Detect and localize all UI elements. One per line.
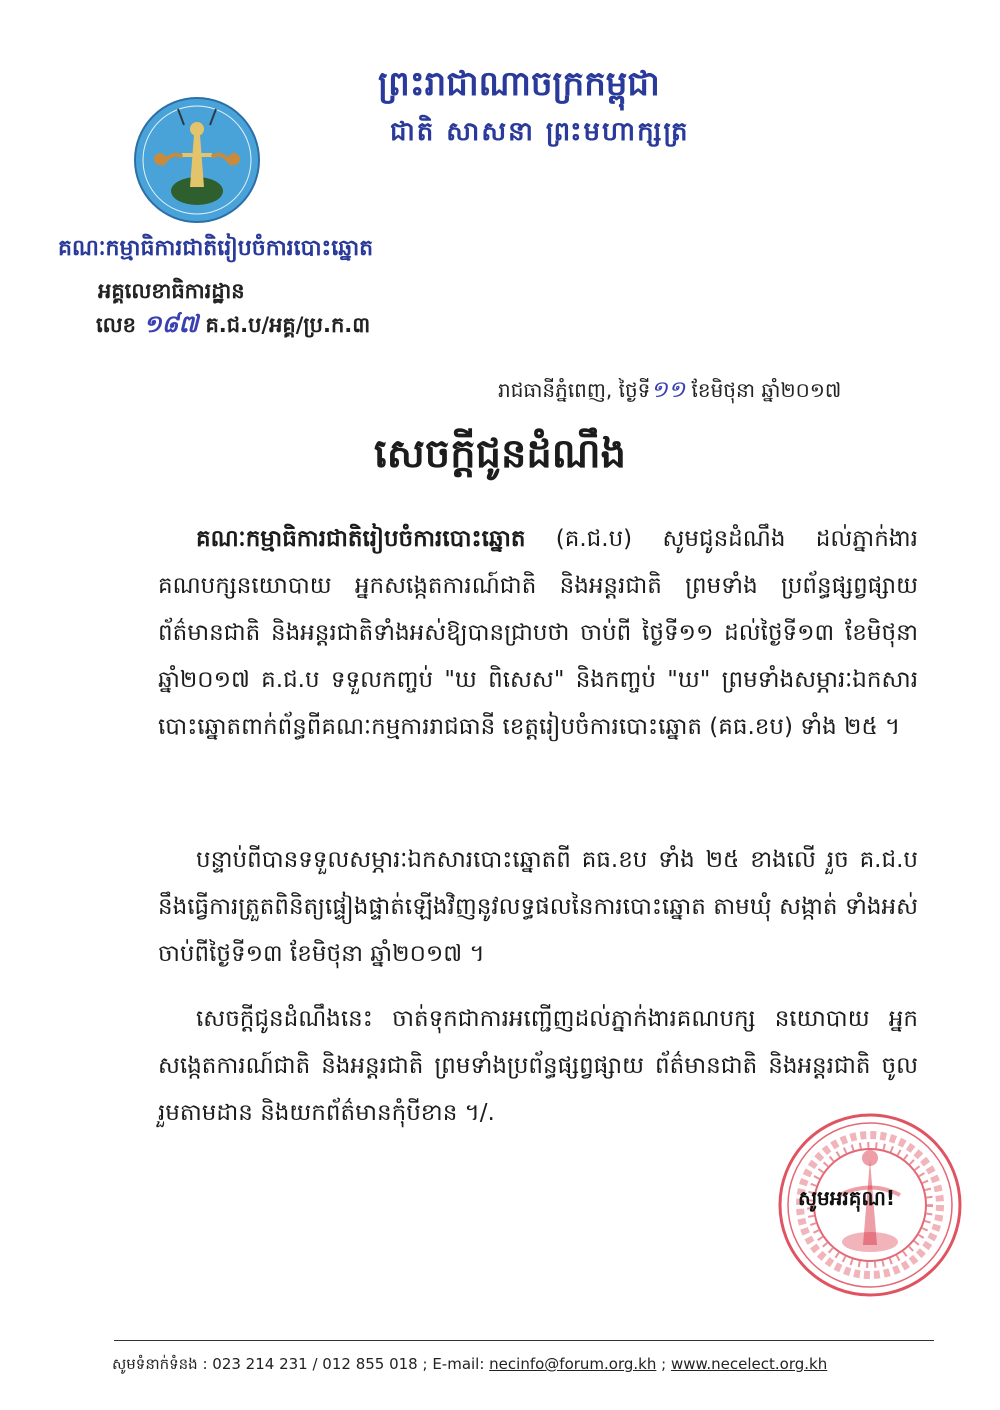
date-suffix: ខែមិថុនា ឆ្នាំ២០១៧: [685, 378, 842, 402]
notice-title: សេចក្តីជូនដំណឹង: [374, 431, 626, 477]
date-line: [498, 376, 841, 409]
reference-number: [96, 309, 370, 344]
department-name: អគ្គលេខាធិការដ្ឋាន: [98, 279, 245, 303]
paragraph-1-text: (គ.ជ.ប) សូមជូនដំណឹង ដល់ភ្នាក់ងារគណបក្សនយោបាយ អ្នកសង្កេតការណ៍ជាតិ និងអន្តរជាតិ ព្រមទាំង ប្រព័ន្ធផ្សព្វផ្សាយព័ត៌មានជាតិ និងអន្តរជាតិទាំងអស់ឱ្យបានជ្រាបថា ចាប់ពី ថ្ងៃទី១១ ដល់ថ្ងៃទី១៣ ខែមិថុនា ឆ្នាំ២០១៧ គ.ជ.ប ទទួលកញ្ចប់ "ឃ ពិសេស" និងកញ្ចប់ "ឃ" ព្រមទាំងសម្ភារៈឯកសារបោះឆ្នោតពាក់ព័ន្ធពីគណៈកម្មការរាជធានី ខេត្តរៀបចំការបោះឆ្នោត (គធ.ខប) ទាំង ២៥ ។: [158, 526, 918, 740]
email-link[interactable]: necinfo@forum.org.kh: [489, 1355, 657, 1373]
national-motto: ជាតិ សាសនា ព្រះមហាក្សត្រ: [390, 117, 690, 147]
apsara-logo-icon: [132, 95, 262, 225]
footer-contact: [112, 1355, 827, 1377]
paragraph-2-text: បន្ទាប់ពីបានទទួលសម្ភារៈឯកសារបោះឆ្នោតពី គធ.ខប ទាំង ២៥ ខាងលើ រួច គ.ជ.ប នឹងធ្វើការត្រួតពិនិត្យផ្ទៀងផ្ទាត់ឡើងវិញនូវលទ្ធផលនៃការបោះឆ្នោត តាមឃុំ សង្កាត់ ទាំងអស់ ចាប់ពីថ្ងៃទី១៣ ខែមិថុនា ឆ្នាំ២០១៧ ។: [158, 847, 918, 967]
footer-separator: ;: [656, 1355, 671, 1373]
kingdom-heading: ព្រះរាជាណាចក្រកម្ពុជា: [378, 64, 660, 104]
committee-name-bold: គណៈកម្មាធិការជាតិរៀបចំការបោះឆ្នោត: [196, 526, 526, 552]
website-link[interactable]: www.necelect.org.kh: [670, 1355, 828, 1373]
body-paragraph-2: [158, 837, 918, 978]
paragraph-3-text: សេចក្តីជូនដំណឹងនេះ ចាត់ទុកជាការអញ្ជើញដល់ភ្នាក់ងារគណបក្ស នយោបាយ អ្នកសង្កេតការណ៍ជាតិ និងអន្តរជាតិ ព្រមទាំងប្រព័ន្ធផ្សព្វផ្សាយ ព័ត៌មានជាតិ និងអន្តរជាតិ ចូលរួមតាមដាន និងយកព័ត៌មានកុំបីខាន ។/.: [158, 1006, 918, 1126]
committee-name: គណៈកម្មាធិការជាតិរៀបចំការបោះឆ្នោត: [58, 236, 374, 261]
closing-thanks: សូមអរគុណ!: [798, 1186, 896, 1210]
footer-contact-label: សូមទំនាក់ទំនង : 023 214 231 / 012 855 018 ; E-mail:: [112, 1355, 490, 1373]
reference-handwritten-number: ១៨៧: [143, 310, 199, 338]
reference-suffix: គ.ជ.ប/អគ្គ/ប្រ.ក.៣: [205, 313, 371, 337]
date-prefix: រាជធានីភ្នំពេញ, ថ្ងៃទី: [498, 378, 651, 402]
reference-label: លេខ: [96, 313, 136, 337]
date-day: ១១: [650, 377, 686, 403]
body-paragraph-1: [158, 516, 918, 751]
footer-divider: [114, 1340, 934, 1341]
